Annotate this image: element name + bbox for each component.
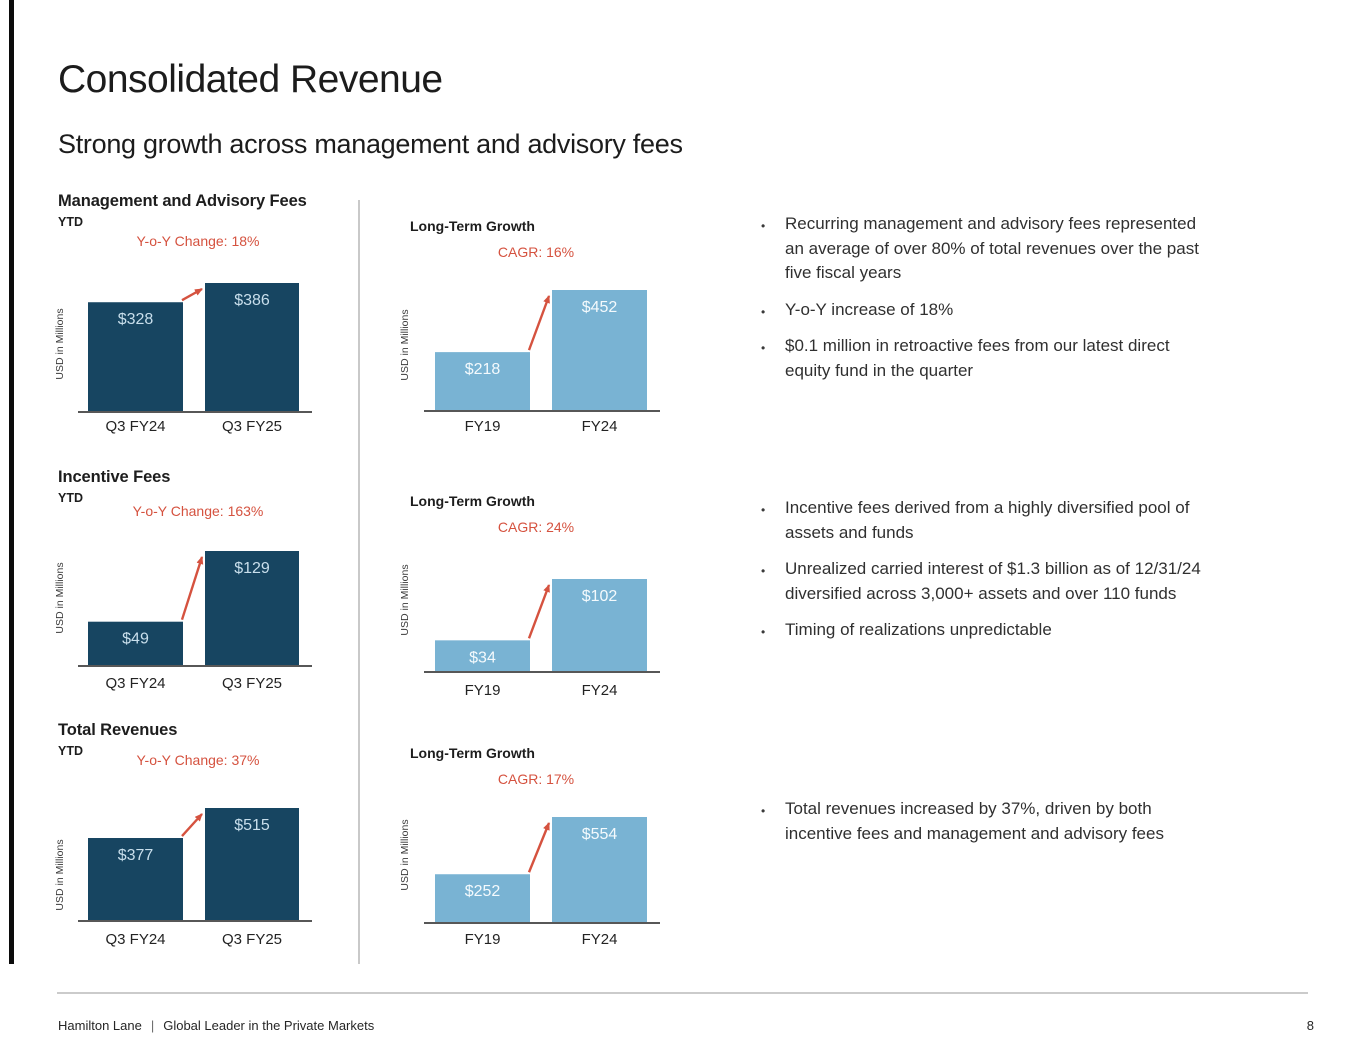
y-axis-label: USD in Millions xyxy=(399,819,411,891)
page-title: Consolidated Revenue xyxy=(58,58,443,101)
bullet-item: • Timing of realizations unpredictable xyxy=(758,618,1205,643)
category-label: FY19 xyxy=(464,418,501,435)
bullet-item: • Incentive fees derived from a highly diversified pool of assets and funds xyxy=(758,496,1205,545)
category-label: Q3 FY25 xyxy=(221,418,283,435)
bar-value-label: $218 xyxy=(464,361,501,379)
category-label: FY24 xyxy=(581,931,618,948)
category-label: Q3 FY24 xyxy=(105,418,166,435)
category-label: FY19 xyxy=(464,682,501,699)
bar-value-label: $34 xyxy=(469,649,496,667)
growth-arrow xyxy=(529,296,549,350)
footer-separator: | xyxy=(150,1018,155,1033)
category-label: FY24 xyxy=(581,418,618,435)
category-label: FY19 xyxy=(464,931,501,948)
bar-value-label: $129 xyxy=(234,560,270,577)
bullet-item: • Y-o-Y increase of 18% xyxy=(758,298,1205,323)
cagr-label: CAGR: 16% xyxy=(497,244,575,260)
bar-value-label: $252 xyxy=(464,883,501,901)
section-header-total-revenues: Total Revenues xyxy=(58,721,178,739)
long-term-growth-header: Long-Term Growth xyxy=(410,218,535,234)
yoy-change-label: Y-o-Y Change: 163% xyxy=(132,503,264,519)
growth-arrow xyxy=(182,557,202,620)
bullet-item: • Total revenues increased by 37%, driven by both incentive fees and management and advisory fees xyxy=(758,797,1205,846)
cagr-label: CAGR: 24% xyxy=(497,519,575,535)
section-period-ytd: YTD xyxy=(58,491,83,505)
page-subtitle: Strong growth across management and advisory fees xyxy=(58,129,683,159)
y-axis-label: USD in Millions xyxy=(399,564,411,636)
bullet-item: • $0.1 million in retroactive fees from our latest direct equity fund in the quarter xyxy=(758,334,1205,383)
category-label: Q3 FY25 xyxy=(221,931,283,948)
footer-divider xyxy=(57,992,1308,994)
bar-value-label: $328 xyxy=(117,311,154,329)
bar-value-label: $515 xyxy=(234,817,270,834)
long-term-growth-header: Long-Term Growth xyxy=(410,493,535,509)
yoy-change-label: Y-o-Y Change: 18% xyxy=(136,233,260,249)
footer-tagline: Global Leader in the Private Markets xyxy=(163,1018,375,1033)
bar-value-label: $386 xyxy=(234,292,270,309)
footer xyxy=(58,1018,374,1033)
growth-arrow xyxy=(529,585,549,638)
growth-arrow xyxy=(529,823,549,872)
bar-value-label: $554 xyxy=(581,826,618,843)
y-axis-label: USD in Millions xyxy=(54,308,66,380)
section-header-management-advisory-fees: Management and Advisory Fees xyxy=(58,192,307,210)
category-label: Q3 FY24 xyxy=(105,675,166,692)
bar-value-label: $102 xyxy=(581,588,618,605)
bar-value-label: $452 xyxy=(581,299,618,316)
bullet-item: • Recurring management and advisory fees represented an average of over 80% of total revenues over the past five fiscal years xyxy=(758,212,1205,286)
bar-value-label: $377 xyxy=(117,847,154,865)
footer-brand: Hamilton Lane xyxy=(58,1018,142,1033)
section-header-incentive-fees: Incentive Fees xyxy=(58,468,171,486)
section-period-ytd: YTD xyxy=(58,744,83,758)
bar-value-label: $49 xyxy=(122,630,149,648)
y-axis-label: USD in Millions xyxy=(54,562,66,634)
category-label: Q3 FY24 xyxy=(105,931,166,948)
bullet-item: • Unrealized carried interest of $1.3 billion as of 12/31/24 diversified across 3,000+ assets and over 110 funds xyxy=(758,557,1205,606)
y-axis-label: USD in Millions xyxy=(54,839,66,911)
long-term-growth-header: Long-Term Growth xyxy=(410,745,535,761)
cagr-label: CAGR: 17% xyxy=(497,771,575,787)
category-label: FY24 xyxy=(581,682,618,699)
section-period-ytd: YTD xyxy=(58,215,83,229)
category-label: Q3 FY25 xyxy=(221,675,283,692)
y-axis-label: USD in Millions xyxy=(399,309,411,381)
growth-arrow xyxy=(182,814,202,836)
yoy-change-label: Y-o-Y Change: 37% xyxy=(136,752,260,768)
growth-arrow xyxy=(182,289,202,300)
page-number: 8 xyxy=(1306,1018,1314,1033)
